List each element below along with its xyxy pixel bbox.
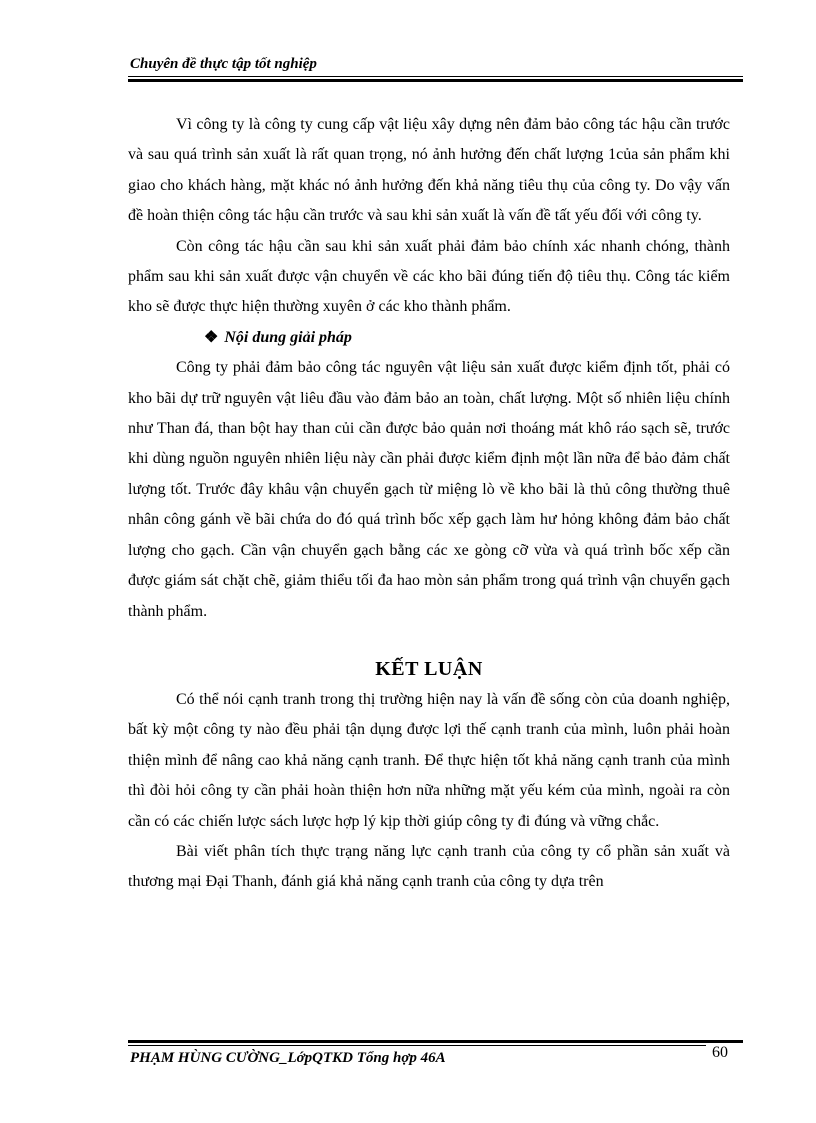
page-body [128, 110, 730, 898]
footer-rule-thin [128, 1045, 706, 1046]
body-paragraph: Vì công ty là công ty cung cấp vật liệu xây dựng nên đảm bảo công tác hậu cần trước và sau quá trình sản xuất là rất quan trọng, nó ảnh hưởng đến chất lượng 1của sản phẩm khi giao cho khách hàng, mặt khác nó ảnh hưởng đến khả năng tiêu thụ của công ty. Do vậy vấn đề hoàn thiện công tác hậu cần trước và sau khi sản xuất là vấn đề tất yếu đối với công ty. [128, 116, 730, 225]
page-number: 60 [712, 1044, 728, 1061]
diamond-bullet-icon: ❖ [204, 328, 219, 346]
footer-author: PHẠM HÙNG CƯỜNG_LớpQTKD Tổng hợp 46A [130, 1050, 446, 1066]
solution-paragraph: Công ty phải đảm bảo công tác nguyên vật liệu sản xuất được kiểm định tốt, phải có kho bãi dự trữ nguyên vật liêu đầu vào đảm bảo an toàn, chất lượng. Một số nhiên liệu chính như Than đá, than bột hay than củi cần được bảo quản nơi thoáng mát khô ráo sạch sẽ, trước khi dùng nguồn nguyên nhiên liệu này cần phải được kiểm định một lần nữa để bảo đảm chất lượng tốt. Trước đây khâu vận chuyển gạch từ miệng lò về kho bãi là thủ công thường thuê nhân công gánh về bãi chứa do đó quá trình bốc xếp gạch làm hư hỏng không đảm bảo chất lượng cho gạch. Cần vận chuyển gạch bằng các xe gòng cỡ vừa và quá trình bốc xếp cần được giám sát chặt chẽ, giảm thiểu tối đa hao mòn sản phẩm trong quá trình vận chuyển gạch thành phẩm. [128, 359, 730, 620]
conclusion-paragraph: Bài viết phân tích thực trạng năng lực cạnh tranh của công ty cổ phần sản xuất và thương mại Đại Thanh, đánh giá khả năng cạnh tranh của công ty dựa trên [128, 842, 730, 891]
section-bullet [128, 323, 730, 353]
section-bullet-label: Nội dung giải pháp [224, 328, 352, 346]
header-rule-thin [128, 76, 743, 77]
body-paragraph: Còn công tác hậu cần sau khi sản xuất phải đảm bảo chính xác nhanh chóng, thành phẩm sau khi sản xuất được vận chuyển về các kho bãi đúng tiến độ tiêu thụ. Công tác kiểm kho sẽ được thực hiện thường xuyên ở các kho thành phẩm. [128, 237, 730, 316]
header-rule-thick [128, 79, 743, 82]
conclusion-paragraph: Có thể nói cạnh tranh trong thị trường hiện nay là vấn đề sống còn của doanh nghiệp, bất kỳ một công ty nào đều phải tận dụng được lợi thế cạnh tranh của mình, luôn phải hoàn thiện mình để nâng cao khả năng cạnh tranh. Để thực hiện tốt khả năng cạnh tranh của mình thì đòi hỏi công ty cần phải hoàn thiện hơn nữa những mặt yếu kém của mình, ngoài ra còn cần có các chiến lược sách lược hợp lý kịp thời giúp công ty đi đúng và vững chắc. [128, 690, 730, 830]
running-header-title: Chuyên đề thực tập tốt nghiệp [130, 56, 317, 72]
conclusion-heading: KẾT LUẬN [375, 657, 483, 680]
footer-rule-thick [128, 1040, 743, 1043]
